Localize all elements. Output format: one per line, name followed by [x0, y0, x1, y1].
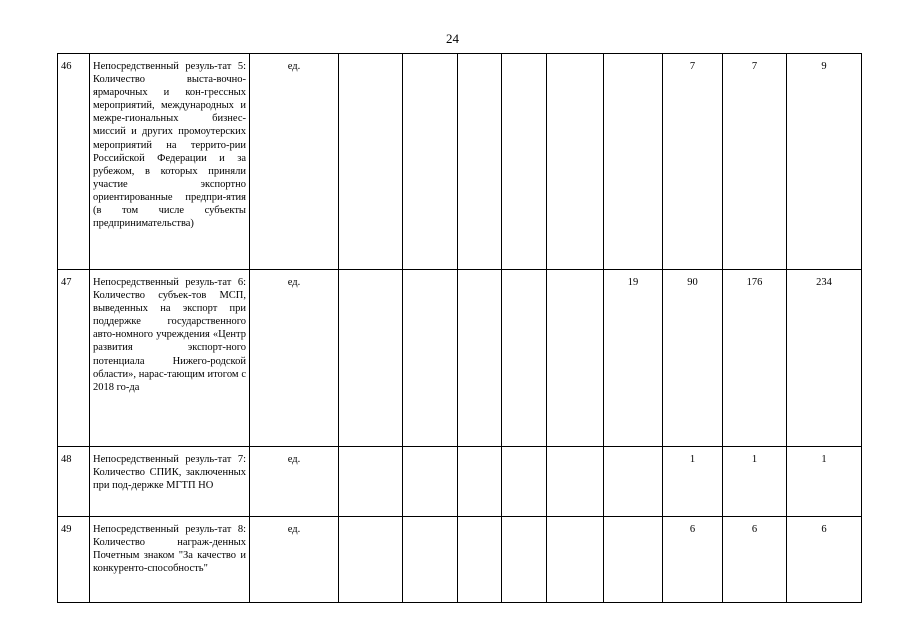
- table-row: [58, 270, 862, 447]
- value-cell: [339, 270, 403, 447]
- unit-cell: ед.: [250, 270, 339, 447]
- value-cell: [403, 54, 458, 270]
- value-cell: [502, 54, 547, 270]
- indicator-description: Непосредственный резуль-тат 5: Количество выста-вочно-ярмарочных и кон-грессных мероприятий, международных и межре-гиональных бизнес-миссий и других промоутерских мероприятий на террито-рии Российской Федерации и за рубежом, в которых приняли участие экспортно ориентированные предпри-ятия (в том числе субъекты предпринимательства): [90, 54, 250, 270]
- row-number: 46: [58, 54, 90, 270]
- value-cell: 1: [787, 447, 862, 517]
- value-cell: 9: [787, 54, 862, 270]
- value-cell: [339, 447, 403, 517]
- row-number: 48: [58, 447, 90, 517]
- value-cell: [547, 447, 604, 517]
- value-cell: 176: [723, 270, 787, 447]
- value-cell: [403, 447, 458, 517]
- indicator-description: Непосредственный резуль-тат 7: Количество СПИК, заключенных при под-держке МГТП НО: [90, 447, 250, 517]
- indicator-description: Непосредственный резуль-тат 8: Количество награж-денных Почетным знаком "За качество и конкуренто-способность": [90, 517, 250, 603]
- page-number: 24: [446, 31, 459, 46]
- value-cell: [458, 517, 502, 603]
- value-cell: [502, 270, 547, 447]
- value-cell: 1: [723, 447, 787, 517]
- value-cell: 19: [604, 270, 663, 447]
- value-cell: [604, 54, 663, 270]
- value-cell: 7: [723, 54, 787, 270]
- value-cell: [547, 270, 604, 447]
- value-cell: [458, 270, 502, 447]
- value-cell: 90: [663, 270, 723, 447]
- value-cell: 6: [787, 517, 862, 603]
- row-number: 47: [58, 270, 90, 447]
- value-cell: [458, 447, 502, 517]
- value-cell: [502, 447, 547, 517]
- unit-cell: ед.: [250, 517, 339, 603]
- value-cell: 1: [663, 447, 723, 517]
- value-cell: [604, 447, 663, 517]
- table-row: [58, 447, 862, 517]
- value-cell: [604, 517, 663, 603]
- table-row: [58, 54, 862, 270]
- value-cell: [547, 517, 604, 603]
- value-cell: [458, 54, 502, 270]
- row-number: 49: [58, 517, 90, 603]
- value-cell: [339, 517, 403, 603]
- value-cell: [403, 517, 458, 603]
- indicator-description: Непосредственный резуль-тат 6: Количество субъек-тов МСП, выведенных на экспорт при поддержке государственного авто-номного учреждения «Центр развития экспорт-ного потенциала Нижего-родской области», нарас-тающим итогом с 2018 го-да: [90, 270, 250, 447]
- value-cell: 234: [787, 270, 862, 447]
- table-row: [58, 517, 862, 603]
- unit-cell: ед.: [250, 54, 339, 270]
- value-cell: 6: [723, 517, 787, 603]
- value-cell: [403, 270, 458, 447]
- results-table: [57, 53, 862, 603]
- value-cell: 6: [663, 517, 723, 603]
- value-cell: [502, 517, 547, 603]
- value-cell: [339, 54, 403, 270]
- value-cell: [547, 54, 604, 270]
- value-cell: 7: [663, 54, 723, 270]
- unit-cell: ед.: [250, 447, 339, 517]
